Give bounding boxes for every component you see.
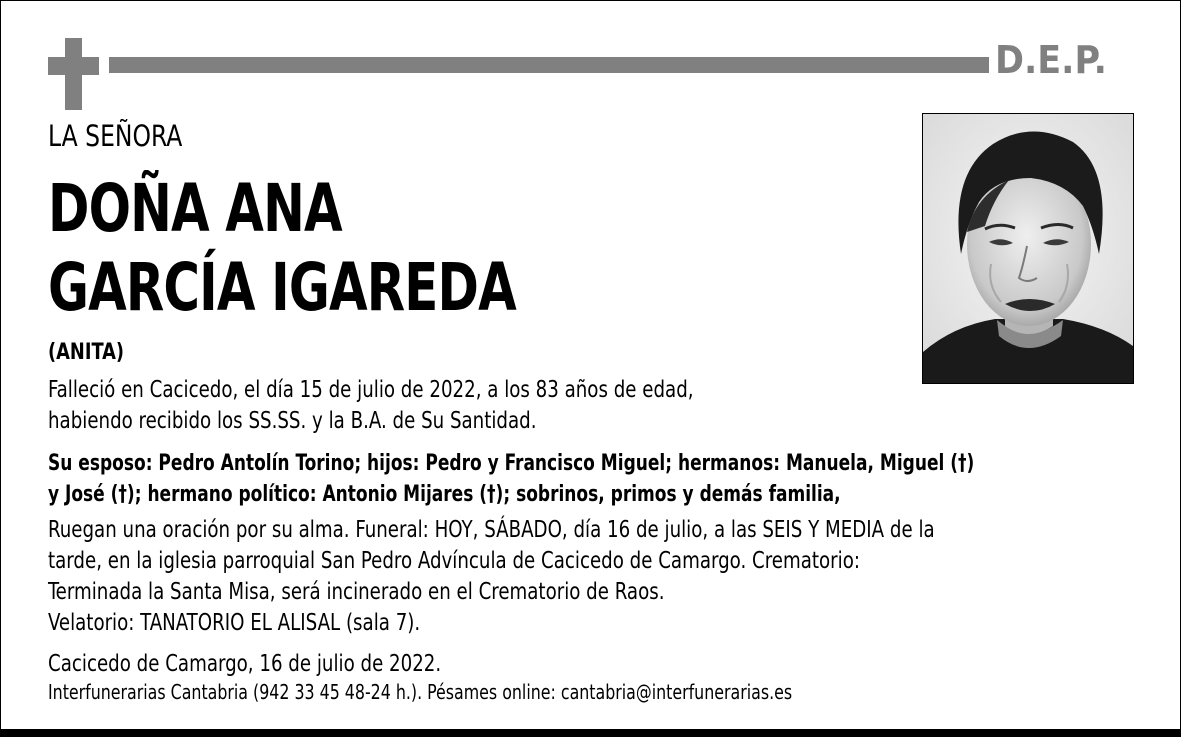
- place-and-date: Cacicedo de Camargo, 16 de julio de 2022.: [48, 651, 442, 677]
- family-list-line: Su esposo: Pedro Antolín Torino; hijos: Pedro y Francisco Miguel; hermanos: Manuela, Miguel (†): [48, 451, 975, 476]
- dep-label: D.E.P.: [995, 38, 1107, 82]
- honorific-title: LA SEÑORA: [48, 119, 183, 153]
- deceased-portrait-photo: [922, 113, 1134, 384]
- header-rule: [109, 57, 989, 73]
- deceased-name-line2: GARCÍA IGAREDA: [48, 249, 516, 326]
- portrait-illustration: [923, 114, 1133, 383]
- funeral-details-line: Terminada la Santa Misa, será incinerado en el Crematorio de Raos.: [48, 579, 665, 605]
- family-list-line: y José (†); hermano político: Antonio Mijares (†); sobrinos, primos y demás familia,: [48, 482, 841, 507]
- funeral-details-line: tarde, en la iglesia parroquial San Pedro Advíncula de Cacicedo de Camargo. Crematorio:: [48, 548, 860, 574]
- funeral-details-line: Ruegan una oración por su alma. Funeral: HOY, SÁBADO, día 16 de julio, a las SEIS Y MEDIA de la: [48, 517, 935, 543]
- funeral-details-line: Velatorio: TANATORIO EL ALISAL (sala 7).: [48, 610, 421, 636]
- deceased-name: [48, 169, 516, 327]
- death-statement-line: Falleció en Cacicedo, el día 15 de julio de 2022, a los 83 años de edad,: [48, 377, 694, 403]
- funeral-home-contact: Interfunerarias Cantabria (942 33 45 48-24 h.). Pésames online: cantabria@interfunerarias.es: [48, 680, 793, 704]
- death-statement-line: habiendo recibido los SS.SS. y la B.A. de Su Santidad.: [48, 408, 537, 434]
- death-statement: [48, 375, 694, 437]
- deceased-name-line1: DOÑA ANA: [48, 170, 342, 247]
- family-list: [48, 448, 974, 510]
- nickname: (ANITA): [48, 340, 125, 365]
- funeral-details: [48, 515, 935, 639]
- cross-horizontal-bar: [48, 57, 99, 75]
